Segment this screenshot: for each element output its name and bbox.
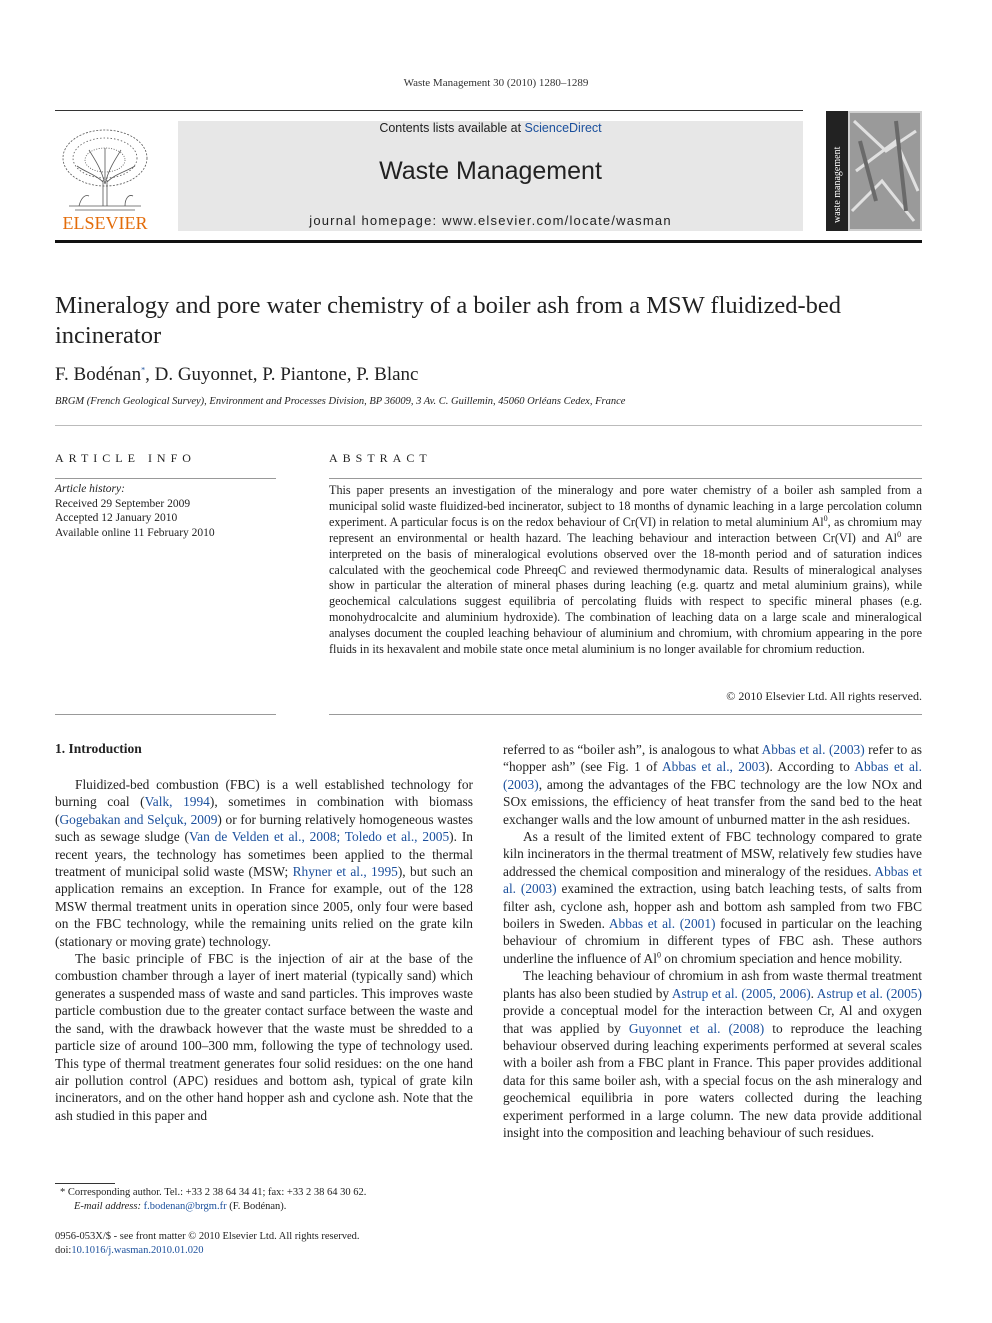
email-link[interactable]: f.bodenan@brgm.fr	[143, 1201, 227, 1212]
article-info-heading: ARTICLE INFO	[55, 451, 196, 465]
article-title: Mineralogy and pore water chemistry of a boiler ash from a MSW fluidized-bed incinerator	[55, 292, 842, 349]
body-paragraph	[503, 741, 922, 828]
text: As a result of the limited extent of FBC technology compared to grate kiln incinerators in the thermal treatment of MSW, relatively few studies have addressed the chemical composition and mineralogy of the residues.	[503, 829, 922, 879]
superscript: 0	[823, 513, 828, 523]
superscript: 0	[897, 529, 902, 539]
doi-link[interactable]: 10.1016/j.wasman.2010.01.020	[71, 1245, 204, 1256]
abstract-bottom-rule	[329, 714, 922, 715]
issn-line: 0956-053X/$ - see front matter © 2010 Elsevier Ltd. All rights reserved.	[55, 1231, 360, 1242]
article-info-bottom-rule	[55, 714, 276, 715]
header-rule	[55, 110, 803, 111]
reference-link[interactable]: Abbas et al. (2003)	[503, 863, 922, 897]
journal-name: Waste Management	[379, 157, 602, 185]
reference-link[interactable]: Astrup et al. (2005)	[816, 985, 922, 1001]
reference-link[interactable]: Guyonnet et al. (2008)	[628, 1020, 765, 1036]
footnote-text: Corresponding author. Tel.: +33 2 38 64 34 41; fax: +33 2 38 64 30 62.	[67, 1187, 367, 1198]
text: .	[810, 985, 817, 1001]
text: ) or for burning relatively homogeneous wastes such as sewage sludge (	[55, 811, 473, 845]
abstract-copyright: © 2010 Elsevier Ltd. All rights reserved.	[726, 689, 922, 703]
reference-link[interactable]: Rhyner et al., 1995	[292, 864, 398, 880]
elsevier-tree-icon	[55, 122, 155, 234]
journal-header-box	[178, 121, 803, 231]
footnote-line	[60, 1186, 480, 1200]
reference-link[interactable]: Valk, 1994	[144, 794, 210, 810]
text: , among the advantages of the FBC technology are the low NOx and SOx emissions, the efficiency of heat transfer from the sand bed to the heat exchanger walls and the low amount of unburned matter in the ash residues.	[503, 776, 922, 827]
reference-link[interactable]: Abbas et al., 2003	[661, 759, 766, 775]
author-name[interactable]: D. Guyonnet	[154, 364, 253, 385]
text: referred to as “boiler ash”, is analogous to what	[503, 742, 762, 757]
footnote-rule	[55, 1183, 115, 1184]
doi-line	[55, 1244, 360, 1258]
author-name[interactable]: P. Blanc	[356, 364, 419, 385]
text: ), sometimes in combination with biomass (	[55, 794, 473, 827]
online-date: Available online 11 February 2010	[55, 526, 215, 539]
text: ). According to	[765, 759, 855, 775]
history-label: Article history:	[55, 483, 125, 495]
section-heading-introduction: 1. Introduction	[55, 741, 142, 756]
body-paragraph	[55, 776, 473, 950]
body-column-right	[503, 741, 922, 1141]
text: on chromium speciation and hence mobility.	[660, 950, 903, 966]
corresponding-footnote	[60, 1186, 480, 1214]
text: to reproduce the leaching behaviour observed during leaching experiments performed at several scales with a boiler ash from a FBC plant in France. This paper provides additional data for this same boiler ash, with a special focus on the ash mineralogy and geochemical equilibria in pore waters collected during the leaching experiment performed in a large column. The new data provide additional insight into the composition and leaching behaviour of such residues.	[503, 1020, 923, 1140]
footnote-email-line	[60, 1200, 480, 1214]
abstract-rule	[329, 478, 922, 479]
reference-link[interactable]: Abbas et al. (2003)	[503, 759, 922, 792]
received-date: Received 29 September 2009	[55, 497, 191, 510]
abstract-text	[329, 483, 922, 658]
reference-link[interactable]: Abbas et al. (2003)	[761, 742, 865, 757]
reference-link[interactable]: Abbas et al. (2001)	[608, 916, 716, 932]
header-thick-rule	[55, 240, 922, 243]
doi-prefix: doi:	[55, 1245, 72, 1256]
abstract-part: , as chromium may represent an environmental or health hazard. The leaching behaviour and interaction between Cr(VI) and Al	[329, 514, 922, 545]
elsevier-wordmark: ELSEVIER	[62, 213, 148, 233]
text: provide a conceptual model for the interaction between Cr, Al and oxygen that was applied by	[503, 1003, 922, 1036]
reference-link[interactable]: Gogebakan and Selçuk, 2009	[59, 811, 218, 827]
body-paragraph: The basic principle of FBC is the injection of air at the base of the combustion chamber through a layer of inert material (typically sand) which generates a suspended mass of waste and sand particles. This improves waste particle combustion due to the greater contact surface between the waste and the sand, with the drawback however that the waste must be shredded to a particle size of around 100–300 mm, following the type of technology used. This type of thermal treatment generates four solid residues: on the one hand air pollution control (APC) residues and bottom ash, typical of grate kiln incinerators, and on the other hand hopper ash and cyclone ash. Note that the ash studied in this paper and	[55, 951, 473, 1123]
body-paragraph	[503, 828, 922, 967]
text: refer to as “hopper ash” (see Fig. 1 of	[503, 742, 922, 775]
article-history	[55, 482, 276, 540]
reference-link[interactable]: Van de Velden et al., 2008; Toledo et al., 2005	[188, 829, 450, 845]
journal-citation: Waste Management 30 (2010) 1280–1289	[403, 77, 589, 89]
footnote-mark: *	[60, 1187, 66, 1198]
journal-cover	[826, 111, 922, 231]
email-label: E-mail address:	[74, 1201, 141, 1212]
article-info-rule	[55, 478, 276, 479]
journal-homepage[interactable]: journal homepage: www.elsevier.com/locate/wasman	[309, 213, 672, 228]
abstract-heading: ABSTRACT	[329, 451, 432, 465]
body-column-left	[55, 776, 473, 1124]
sciencedirect-link[interactable]: ScienceDirect	[524, 121, 602, 135]
text: focused in particular on the leaching behaviour of chromium in different types of FBC ash. These authors underline the influence of Al	[503, 916, 922, 966]
section-rule	[55, 425, 922, 426]
journal-cover-icon	[826, 111, 922, 231]
front-matter	[55, 1230, 360, 1258]
text: ). In recent years, the technology has sometimes been applied to the thermal treatment of municipal solid waste (MSW;	[55, 829, 473, 880]
body-paragraph	[503, 967, 922, 1141]
reference-link[interactable]: Astrup et al. (2005, 2006)	[671, 985, 811, 1001]
corresponding-mark[interactable]: *	[141, 365, 146, 375]
abstract-part: This paper presents an investigation of the mineralogy and pore water chemistry of a boiler ash sampled from a municipal solid waste fluidized-bed incinerator, subject to 18 months of dynamic leaching in a large percolation column experiment. A particular focus is on the redox behaviour of Cr(VI) in relation to metal aluminium Al	[329, 483, 922, 529]
author-name[interactable]: F. Bodénan	[55, 364, 142, 385]
author-list: F. Bodénan*, D. Guyonnet, P. Piantone, P. Blanc	[55, 364, 419, 385]
text: ), but such an application remains an exception. In France for example, out of the 128 MSW thermal treatment units in operation since 2005, only four were based on the FBC technology, while the remaining units relied on the grate kiln (stationary or moving grate) technology.	[55, 864, 473, 949]
cover-title: waste management	[832, 146, 843, 223]
email-suffix: (F. Bodénan).	[226, 1201, 287, 1212]
affiliation: BRGM (French Geological Survey), Environment and Processes Division, BP 36009, 3 Av. C. Guillemin, 45060 Orléans Cedex, France	[55, 396, 626, 407]
superscript: 0	[656, 950, 661, 960]
text: Fluidized-bed combustion (FBC) is a well established technology for burning coal (	[55, 777, 473, 810]
text: The leaching behaviour of chromium in ash from waste thermal treatment plants has also been studied by	[503, 968, 922, 1001]
text: examined the extraction, using batch leaching tests, of salts from filter ash, cyclone ash, hopper ash and bottom ash sampled from two FBC boilers in Sweden.	[503, 881, 922, 932]
accepted-date: Accepted 12 January 2010	[55, 512, 178, 524]
author-name[interactable]: P. Piantone	[262, 364, 347, 385]
contents-prefix: Contents lists available at	[379, 121, 525, 135]
abstract-part: are interpreted on the basis of mineralogical evolutions observed over the 18-month period and of saturation indices calculated with the geochemical code PhreeqC and reviewed thermodynamic data. Results of mineralogical analyses show in particular the alteration of mineral phases during leaching (e.g. quartz and metal aluminium grains), while geochemical calculations suggest equilibria of percolating fluids with respect to specific mineral phases (e.g. monohydrocalcite and aluminium hydroxide). The combination of leaching data on a large scale and mineralogical analyses document the coupled leaching behaviour of aluminium and chromium, with chromium appearing in the pore fluids in its hexavalent and mobile state once metal aluminium is no longer available for chromium reduction.	[329, 530, 922, 657]
contents-line	[178, 121, 803, 135]
elsevier-logo	[55, 122, 155, 234]
